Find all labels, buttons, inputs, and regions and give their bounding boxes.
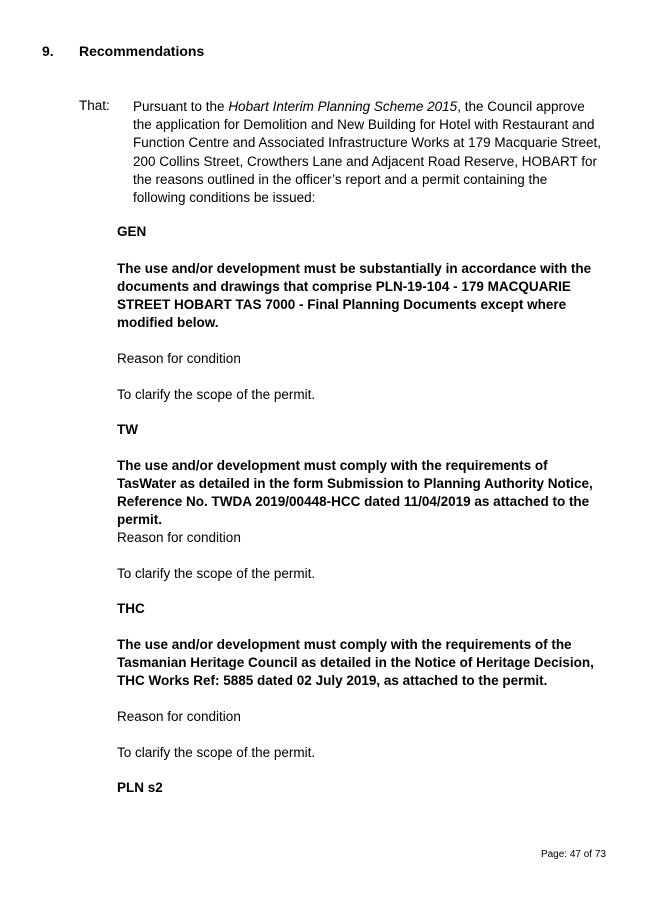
page-number: Page: 47 of 73 bbox=[540, 849, 606, 860]
reason-text-gen: To clarify the scope of the permit. bbox=[117, 387, 316, 402]
reason-label-gen: Reason for condition bbox=[117, 351, 241, 366]
condition-text-thc: The use and/or development must comply with the requirements of the Tasmanian Heritage Council as detailed in the Notice of Heritage Decision, THC Works Ref: 5885 dated 02 July 2019, as attached to the permit. bbox=[117, 637, 594, 688]
condition-code-thc: THC bbox=[117, 601, 145, 616]
intro-paragraph bbox=[133, 98, 603, 207]
section-title: Recommendations bbox=[79, 43, 205, 59]
condition-text-gen: The use and/or development must be substantially in accordance with the documents and drawings that comprise PLN-19-104 - 179 MACQUARIE STREET HOBART TAS 7000 - Final Planning Documents except where modified below. bbox=[117, 261, 592, 330]
intro-text-before: Pursuant to the bbox=[133, 99, 229, 114]
condition-code-tw: TW bbox=[117, 422, 138, 437]
intro-text-after: , the Council approve the application for Demolition and New Building for Hotel with Restaurant and Function Centre and Associated Infrastructure Works at 179 Macquarie Street, 200 Collins Street, Crowthers Lane and Adjacent Road Reserve, HOBART for the reasons outlined in the officer’s report and a permit containing the following conditions be issued: bbox=[133, 99, 601, 206]
section-number: 9. bbox=[42, 43, 54, 59]
reason-label-thc: Reason for condition bbox=[117, 709, 241, 724]
condition-code-gen: GEN bbox=[117, 224, 147, 239]
reason-label-tw: Reason for condition bbox=[117, 530, 241, 545]
condition-code-pln-s2: PLN s2 bbox=[117, 780, 163, 795]
reason-text-thc: To clarify the scope of the permit. bbox=[117, 745, 316, 760]
planning-scheme-name: Hobart Interim Planning Scheme 2015 bbox=[228, 99, 458, 114]
condition-text-tw: The use and/or development must comply with the requirements of TasWater as detailed in the form Submission to Planning Authority Notice, Reference No. TWDA 2019/00448-HCC dated 11/04/2019 as attached to the permit. bbox=[117, 458, 593, 527]
reason-text-tw: To clarify the scope of the permit. bbox=[117, 566, 316, 581]
that-label: That: bbox=[79, 98, 110, 113]
